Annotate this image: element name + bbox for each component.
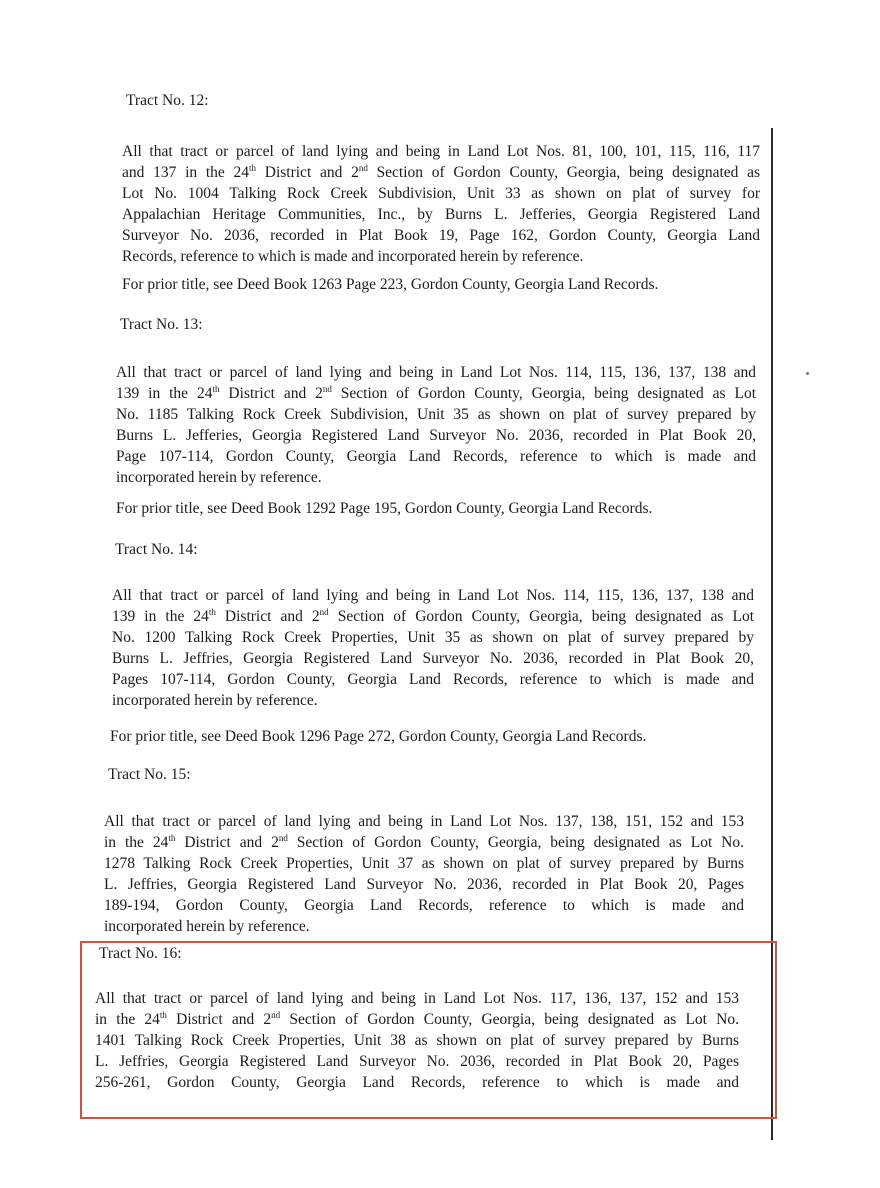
tract-13-prior-title: For prior title, see Deed Book 1292 Page 195, Gordon County, Georgia Land Records. <box>116 500 653 517</box>
tract-line: incorporated herein by reference. <box>112 692 318 709</box>
tract-12-description <box>122 141 760 267</box>
tract-line: 139 in the 24th District and 2nd Section of Gordon County, Georgia, being designated as Lot <box>112 607 754 625</box>
tract-14-description <box>112 585 754 711</box>
tract-line: incorporated herein by reference. <box>116 469 322 486</box>
tract-line: Page 107-114, Gordon County, Georgia Land Records, reference to which is made and <box>116 448 756 465</box>
tract-13-heading: Tract No. 13: <box>120 316 203 333</box>
tract-16-heading: Tract No. 16: <box>99 945 182 962</box>
tract-line: Burns L. Jeffries, Georgia Registered Land Surveyor No. 2036, recorded in Plat Book 20, <box>112 650 754 667</box>
tract-line: L. Jeffries, Georgia Registered Land Surveyor No. 2036, recorded in Plat Book 20, Pages <box>104 876 744 893</box>
tract-line: 189-194, Gordon County, Georgia Land Records, reference to which is made and <box>104 897 744 914</box>
tract-line: and 137 in the 24th District and 2nd Section of Gordon County, Georgia, being designated as <box>122 163 761 181</box>
tract-line: 1278 Talking Rock Creek Properties, Unit 37 as shown on plat of survey prepared by Burns <box>104 855 744 872</box>
tract-line: Records, reference to which is made and incorporated herein by reference. <box>122 248 584 265</box>
tract-line: All that tract or parcel of land lying and being in Land Lot Nos. 81, 100, 101, 115, 116, 117 <box>122 143 760 160</box>
tract-line: No. 1185 Talking Rock Creek Subdivision, Unit 35 as shown on plat of survey prepared by <box>116 406 756 423</box>
tract-15-heading: Tract No. 15: <box>108 766 191 783</box>
tract-13-description <box>116 362 756 488</box>
tract-line: in the 24th District and 2nd Section of Gordon County, Georgia, being designated as Lot No. <box>104 833 745 851</box>
tract-line: 256-261, Gordon County, Georgia Land Records, reference to which is made and <box>95 1074 739 1091</box>
tract-14-heading: Tract No. 14: <box>115 541 198 558</box>
tract-line: 139 in the 24th District and 2nd Section of Gordon County, Georgia, being designated as Lot <box>116 384 756 402</box>
tract-line: Burns L. Jefferies, Georgia Registered Land Surveyor No. 2036, recorded in Plat Book 20, <box>116 427 756 444</box>
tract-line: All that tract or parcel of land lying and being in Land Lot Nos. 137, 138, 151, 152 and 153 <box>104 813 744 830</box>
tract-12-prior-title: For prior title, see Deed Book 1263 Page 223, Gordon County, Georgia Land Records. <box>122 276 659 293</box>
tract-line: All that tract or parcel of land lying and being in Land Lot Nos. 114, 115, 136, 137, 138 and <box>116 364 756 381</box>
tract-15-description <box>104 811 744 937</box>
tract-line: 1401 Talking Rock Creek Properties, Unit 38 as shown on plat of survey prepared by Burns <box>95 1032 739 1049</box>
tract-line: All that tract or parcel of land lying and being in Land Lot Nos. 117, 136, 137, 152 and 153 <box>95 990 739 1007</box>
tract-line: No. 1200 Talking Rock Creek Properties, Unit 35 as shown on plat of survey prepared by <box>112 629 754 646</box>
tract-line: L. Jeffries, Georgia Registered Land Surveyor No. 2036, recorded in Plat Book 20, Pages <box>95 1053 739 1070</box>
scan-speck <box>806 372 809 375</box>
tract-line: Appalachian Heritage Communities, Inc., by Burns L. Jefferies, Georgia Registered Land <box>122 206 760 223</box>
tract-line: Lot No. 1004 Talking Rock Creek Subdivision, Unit 33 as shown on plat of survey for <box>122 185 760 202</box>
tract-line: incorporated herein by reference. <box>104 918 310 935</box>
tract-line: All that tract or parcel of land lying and being in Land Lot Nos. 114, 115, 136, 137, 138 and <box>112 587 754 604</box>
tract-line: Pages 107-114, Gordon County, Georgia Land Records, reference to which is made and <box>112 671 754 688</box>
tract-14-prior-title: For prior title, see Deed Book 1296 Page 272, Gordon County, Georgia Land Records. <box>110 728 647 745</box>
tract-16-description <box>95 988 739 1093</box>
tract-line: Surveyor No. 2036, recorded in Plat Book 19, Page 162, Gordon County, Georgia Land <box>122 227 760 244</box>
tract-line: in the 24th District and 2nd Section of Gordon County, Georgia, being designated as Lot No. <box>95 1010 739 1028</box>
tract-12-heading: Tract No. 12: <box>126 92 209 109</box>
